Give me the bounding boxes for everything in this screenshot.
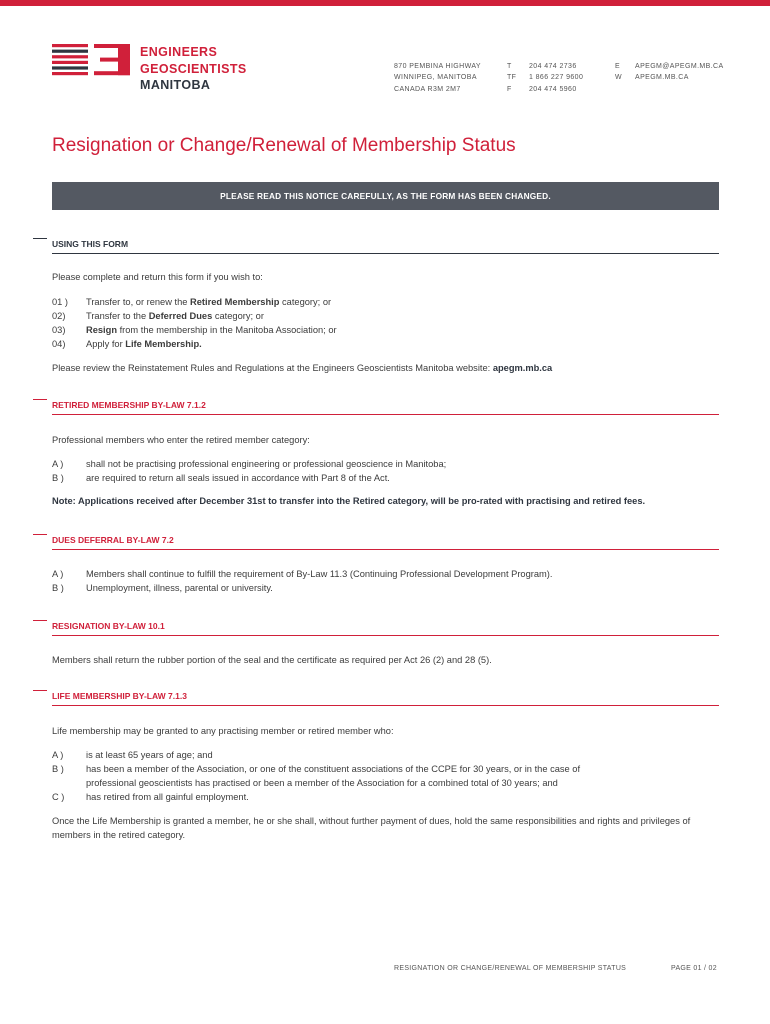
list-marker: C ) — [52, 792, 65, 802]
section-dues-deferral-heading — [52, 535, 719, 549]
phone-label: T — [507, 63, 512, 70]
list-item-emphasis: Life Membership. — [125, 339, 202, 349]
list-item-text: Unemployment, illness, parental or university. — [86, 583, 273, 593]
contact-web-values — [635, 61, 724, 84]
contact-phone-labels — [507, 61, 516, 95]
logo-line-manitoba: MANITOBA — [140, 78, 211, 92]
section-using-form-heading — [52, 239, 719, 253]
email-label: E — [615, 63, 621, 70]
section-heading-label: LIFE MEMBERSHIP BY-LAW 7.1.3 — [52, 691, 187, 701]
section-life-membership-heading — [52, 691, 719, 705]
website-label: W — [615, 74, 623, 82]
list-marker: A ) — [52, 750, 64, 760]
top-accent-bar — [0, 0, 770, 6]
list-item — [52, 471, 719, 485]
contact-web-labels — [615, 61, 622, 84]
list-item-text: is at least 65 years of age; and — [86, 750, 213, 760]
list-marker: B ) — [52, 583, 64, 593]
list-item-text: has been a member of the Association, or one of the constituent associations of the CCPE for 30 years, or in the case of — [86, 764, 581, 774]
list-item: 02) Transfer to the Deferred Dues category; or — [52, 311, 264, 321]
list-marker: A ) — [52, 569, 64, 579]
section-divider — [52, 414, 719, 415]
section-divider — [52, 253, 719, 254]
website-link[interactable]: apegm.mb.ca — [492, 363, 553, 373]
section-resignation-heading — [52, 621, 719, 635]
list-marker: 01 ) — [52, 297, 69, 307]
life-closing-text: Once the Life Membership is granted a member, he or she shall, without further payment of dues, hold the same responsibilities and rights and privileges of members in the retired category. — [52, 816, 691, 840]
phone-label: F — [507, 85, 512, 93]
logo-line-geoscientists: GEOSCIENTISTS — [140, 61, 247, 76]
resignation-text: Members shall return the rubber portion of the seal and the certificate as required per Act 26 (2) and 28 (5). — [52, 655, 492, 665]
life-intro: Life membership may be granted to any practising member or retired member who: — [52, 726, 394, 736]
list-item — [52, 567, 719, 581]
list-item: 04) Apply for Life Membership. — [52, 339, 202, 349]
phone-label: TF — [507, 74, 517, 82]
list-item-emphasis: Deferred Dues — [148, 311, 213, 321]
address-line: CANADA R3M 2M7 — [394, 85, 461, 93]
address-line: WINNIPEG, MANITOBA — [394, 74, 477, 82]
section-retired-heading — [52, 400, 719, 414]
phone-number: 204 474 2736 — [529, 63, 577, 70]
section-heading-label: RETIRED MEMBERSHIP BY-LAW 7.1.2 — [52, 400, 206, 410]
section-divider — [52, 635, 719, 636]
review-rules-text: Please review the Reinstatement Rules and Regulations at the Engineers Geoscientists Manitoba website: apegm.mb.ca — [52, 363, 553, 373]
list-marker: 03) — [52, 325, 66, 335]
fax-number: 204 474 5960 — [529, 85, 577, 93]
page-title: Resignation or Change/Renewal of Membership Status — [52, 135, 516, 156]
page-number: PAGE 01 / 02 — [671, 965, 717, 972]
list-marker: B ) — [52, 764, 64, 774]
list-marker: B ) — [52, 473, 64, 483]
list-marker: 04) — [52, 339, 66, 349]
contact-phone-values — [529, 61, 583, 95]
retired-note: Note: Applications received after December 31st to transfer into the Retired category, will be pro-rated with practising and retired fees. — [52, 496, 646, 506]
section-divider — [52, 549, 719, 550]
retired-intro: Professional members who enter the retired member category: — [52, 435, 310, 445]
section-divider — [52, 705, 719, 706]
list-marker: A ) — [52, 459, 64, 469]
toll-free-number: 1 866 227 9600 — [529, 74, 584, 82]
list-item: 01 ) Transfer to, or renew the Retired Membership category; or — [52, 297, 332, 307]
website-link[interactable]: APEGM.MB.CA — [635, 74, 689, 82]
logo-line-engineers: ENGINEERS — [140, 45, 218, 59]
address-line: 870 PEMBINA HIGHWAY — [394, 63, 481, 70]
list-item-text: are required to return all seals issued in accordance with Part 8 of the Act. — [86, 473, 390, 483]
email-link[interactable]: APEGM@APEGM.MB.CA — [635, 63, 724, 70]
section-heading-label: RESIGNATION BY-LAW 10.1 — [52, 621, 165, 631]
list-marker: 02) — [52, 311, 66, 321]
list-item — [52, 776, 719, 790]
list-item-text: has retired from all gainful employment. — [86, 792, 249, 802]
list-item — [52, 457, 719, 471]
list-item-text: professional geoscientists has practised or been a member of the Association for a combined total of 30 years; and — [86, 778, 558, 788]
engineers-geoscientists-logo — [52, 44, 272, 94]
footer-document-title: RESIGNATION OR CHANGE/RENEWAL OF MEMBERSHIP STATUS — [394, 965, 627, 972]
notice-banner: PLEASE READ THIS NOTICE CAREFULLY, AS THE FORM HAS BEEN CHANGED. — [52, 182, 719, 210]
list-item-text: Members shall continue to fulfill the requirement of By-Law 11.3 (Continuing Professional Development Program). — [86, 569, 553, 579]
list-item-emphasis: Resign — [86, 325, 117, 335]
list-item — [52, 748, 719, 762]
logo-mark-icon — [52, 44, 132, 76]
section-heading-label: USING THIS FORM — [52, 239, 129, 249]
list-item — [52, 581, 719, 595]
list-item: 03) Resign from the membership in the Manitoba Association; or — [52, 325, 337, 335]
list-item — [52, 762, 719, 776]
list-item-text: shall not be practising professional engineering or professional geoscience in Manitoba; — [86, 459, 447, 469]
list-item-emphasis: Retired Membership — [190, 297, 280, 307]
section-heading-label: DUES DEFERRAL BY-LAW 7.2 — [52, 535, 174, 545]
using-form-intro: Please complete and return this form if you wish to: — [52, 272, 263, 282]
list-item — [52, 790, 719, 804]
contact-address — [394, 61, 481, 95]
